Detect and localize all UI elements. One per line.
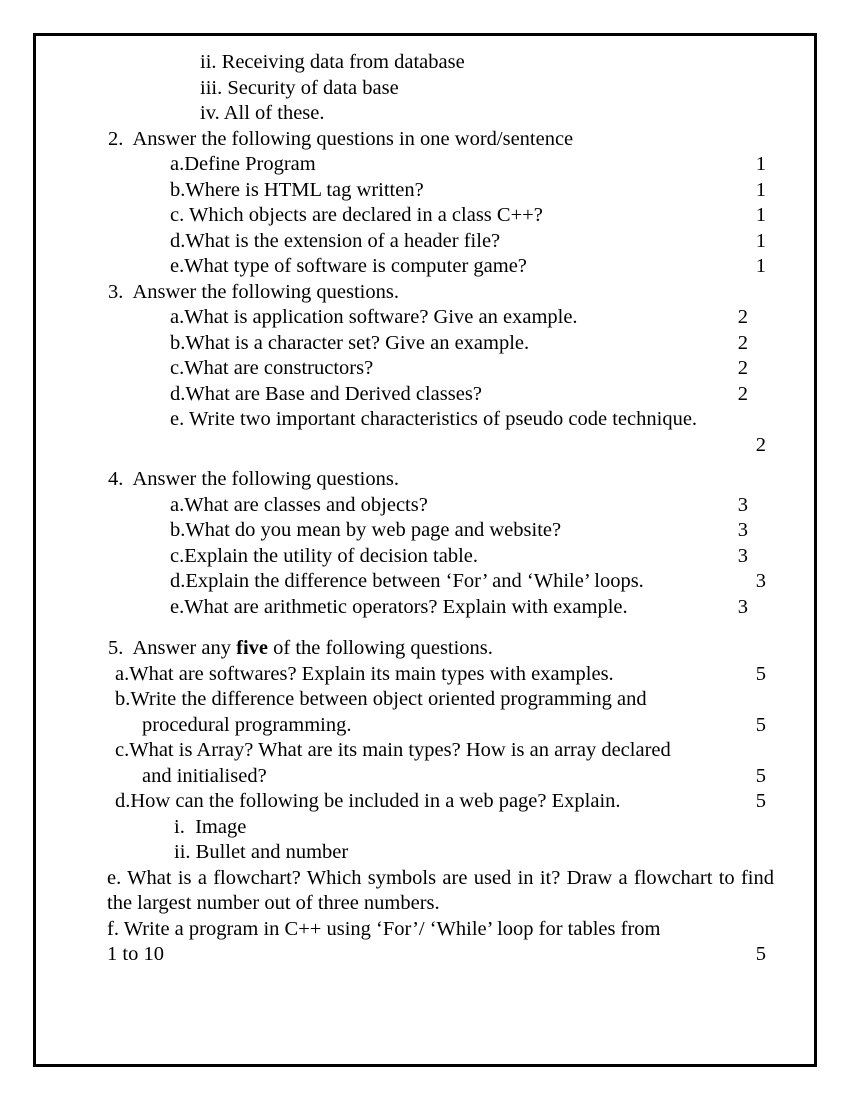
question-item (70, 305, 776, 331)
marks: 3 (755, 570, 766, 592)
question-item (70, 687, 776, 713)
question-item-label: a.What are softwares? Explain its main types with examples. (115, 662, 614, 685)
question-heading (70, 636, 776, 662)
marks: 5 (755, 764, 766, 787)
sub-option-item: ii. Bullet and number (174, 841, 349, 863)
marks: 5 (755, 662, 766, 685)
question-paragraph: e. What is a flowchart? Which symbols are used in it? Draw a flowchart to find the largest number out of three numbers. (107, 866, 774, 914)
question-item-label-cont: procedural programming. (142, 713, 352, 736)
marks: 5 (755, 790, 766, 812)
question-item (70, 203, 776, 229)
marks: 1 (755, 204, 766, 226)
marks: 1 (755, 178, 766, 201)
question-item (70, 382, 776, 408)
marks: 3 (737, 544, 748, 567)
sub-option-item: i. Image (174, 815, 247, 838)
spacer (70, 458, 776, 467)
marks: 1 (755, 229, 766, 252)
question-item (70, 407, 776, 433)
question-item-label: e.What type of software is computer game? (170, 255, 527, 277)
marks: 3 (737, 595, 748, 618)
question-item-label: a.What are classes and objects? (170, 493, 428, 516)
marks: 3 (737, 493, 748, 516)
question-item-label: e. Write two important characteristics of pseudo code technique. (170, 408, 698, 430)
document-content (70, 50, 776, 968)
question-item (70, 254, 776, 280)
question-item (70, 569, 776, 595)
question-item-label: c.What are constructors? (170, 357, 374, 379)
question-item-label: e.What are arithmetic operators? Explain with example. (170, 595, 628, 618)
marks: 2 (737, 357, 748, 379)
question-item (70, 493, 776, 519)
question-item-label: d.Explain the difference between ‘For’ and ‘While’ loops. (170, 570, 644, 592)
question-title-after: of the following questions. (268, 637, 493, 659)
question-heading (70, 127, 776, 153)
question-item-label: d.What are Base and Derived classes? (170, 382, 482, 405)
question-item-label-cont: and initialised? (142, 764, 267, 787)
option-item: ii. Receiving data from database (200, 51, 465, 73)
marks: 2 (755, 433, 766, 456)
question-item-label: c.Explain the utility of decision table. (170, 544, 478, 567)
question-item-continuation (70, 713, 776, 739)
question-title: Answer the following questions. (132, 468, 399, 490)
question-item (70, 229, 776, 255)
question-number: 4. (108, 468, 124, 490)
question-item (70, 331, 776, 357)
question-heading (70, 280, 776, 306)
question-item (70, 152, 776, 178)
question-item-label: a.Define Program (170, 153, 316, 175)
spacer (70, 620, 776, 636)
question-item (70, 662, 776, 688)
marks: 5 (755, 713, 766, 736)
question-paragraph: f. Write a program in C++ using ‘For’/ ‘While’ loop for tables from (107, 917, 661, 940)
question-item (70, 595, 776, 621)
marks: 3 (737, 519, 748, 541)
question-number: 5. (108, 637, 124, 659)
question-item-label: b.What do you mean by web page and website? (170, 519, 562, 541)
question-item (70, 178, 776, 204)
question-item-continuation (70, 764, 776, 790)
marks: 1 (755, 153, 766, 175)
question-last-line-label: 1 to 10 (107, 943, 164, 965)
marks: 2 (737, 306, 748, 328)
question-item-label: c. Which objects are declared in a class C++? (170, 204, 543, 226)
question-title: Answer the following questions in one word/sentence (132, 127, 574, 150)
marks: 1 (755, 255, 766, 277)
question-item-label: d.How can the following be included in a web page? Explain. (115, 790, 621, 812)
question-number: 3. (108, 280, 124, 303)
question-title-before: Answer any (132, 637, 237, 659)
option-item: iii. Security of data base (200, 76, 399, 99)
question-item (70, 738, 776, 764)
question-item-label: b.Where is HTML tag written? (170, 178, 424, 201)
question-item-label: c.What is Array? What are its main types? How is an array declared (115, 739, 671, 761)
question-item (70, 789, 776, 815)
question-item-label: b.Write the difference between object oriented programming and (115, 688, 647, 710)
marks: 2 (737, 382, 748, 405)
marks: 5 (755, 943, 766, 965)
question-heading (70, 467, 776, 493)
question-last-line (70, 942, 776, 968)
question-item-label: a.What is application software? Give an example. (170, 306, 578, 328)
question-number: 2. (108, 127, 124, 150)
question-item-marks-line (70, 433, 776, 459)
question-item (70, 518, 776, 544)
question-item-label: d.What is the extension of a header file? (170, 229, 501, 252)
question-item (70, 544, 776, 570)
question-title-bold: five (236, 637, 268, 659)
question-item (70, 356, 776, 382)
marks: 2 (737, 331, 748, 354)
option-item: iv. All of these. (200, 102, 325, 124)
question-title: Answer the following questions. (132, 280, 399, 303)
question-item-label: b.What is a character set? Give an example. (170, 331, 530, 354)
